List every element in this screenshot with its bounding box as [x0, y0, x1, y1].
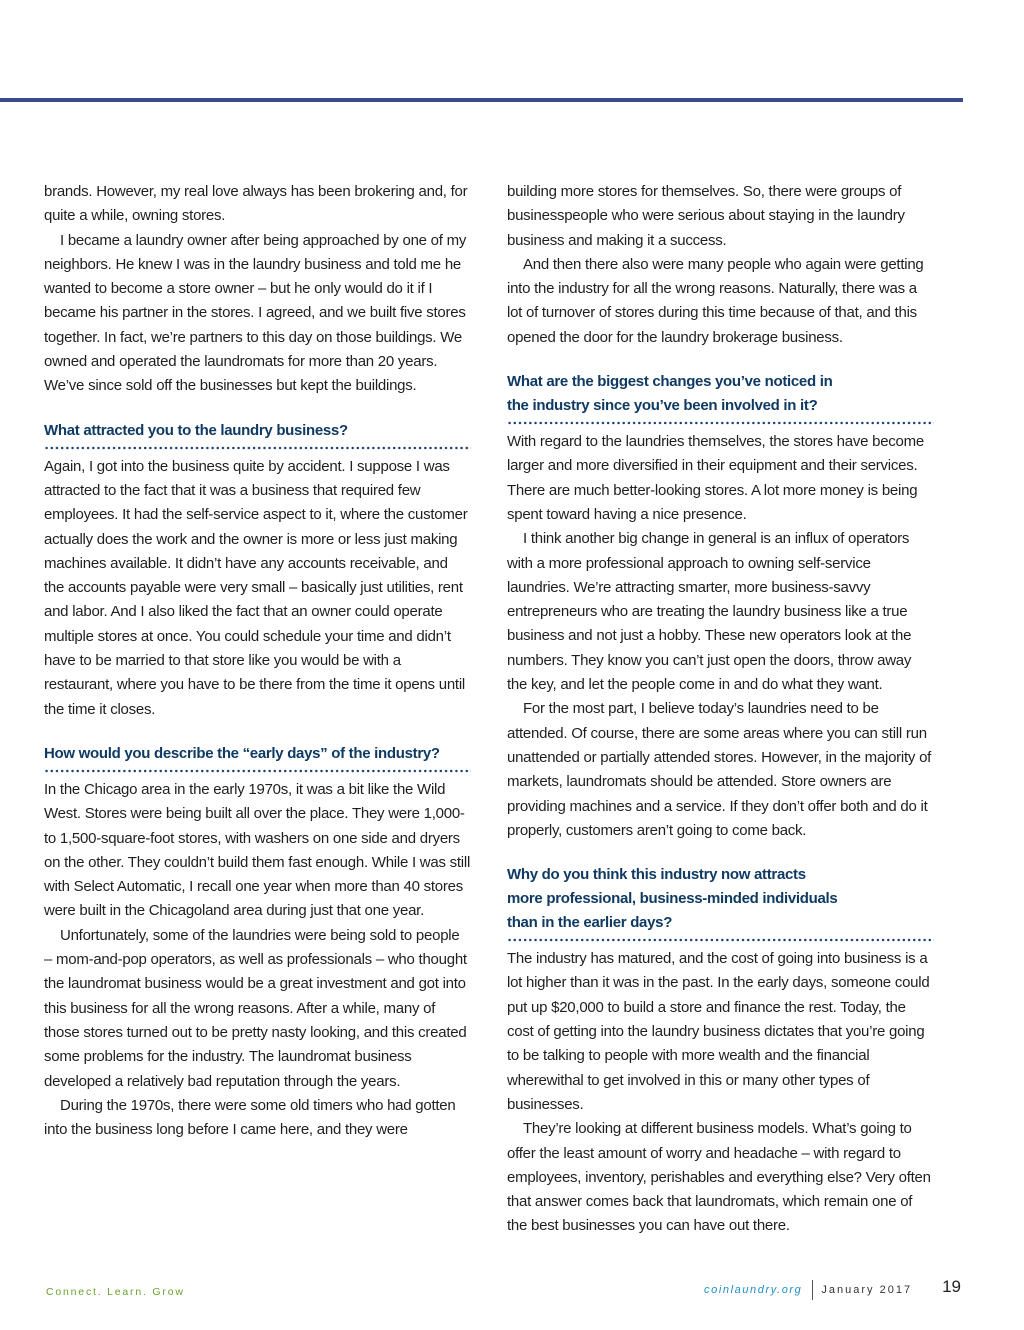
- question-text: What are the biggest changes you’ve noticed in: [507, 373, 833, 391]
- paragraph: With regard to the laundries themselves, the stores have become larger and more diversified in their equipment and their services. There are much better-looking stores. A lot more money is being spent toward having a nice presence.: [507, 433, 924, 523]
- paragraph: The industry has matured, and the cost of going into business is a lot higher than it was in the past. In the early days, someone could put up $20,000 to build a store and finance the rest. Today, the cost of getting into the laundry business dictates that you’re going to be talking to people with more wealth and the financial wherewithal to get involved in this or many other types of businesses.: [507, 950, 930, 1113]
- paragraph: brands. However, my real love always has been brokering and, for quite a while, owning stores.: [44, 183, 468, 225]
- question-heading: [507, 863, 934, 942]
- paragraph: I think another big change in general is an influx of operators with a more professional approach to owning self-service laundries. We’re attracting smarter, more business-savvy entrepreneurs who are treating the laundry business like a true business and not just a hobby. These new operators look at the numbers. They know you can’t just open the doors, throw away the key, and let the people come in and do what they want.: [507, 530, 912, 694]
- footer-tagline: Connect. Learn. Grow: [46, 1286, 185, 1298]
- article-column-right: [507, 180, 934, 1239]
- question-heading: [44, 419, 471, 450]
- page-number: 19: [942, 1277, 961, 1296]
- paragraph: They’re looking at different business models. What’s going to offer the least amount of worry and headache – with regard to employees, inventory, perishables and everything else? Very often that answer comes back that laundromats, which remain one of the best businesses you can have out there.: [507, 1120, 931, 1235]
- paragraph: And then there also were many people who again were getting into the industry for all the wrong reasons. Naturally, there was a lot of turnover of stores during this time because of that, and this opened the door for the laundry brokerage business.: [507, 255, 924, 346]
- paragraph: Again, I got into the business quite by accident. I suppose I was attracted to the fact that it was a business that required few employees. It had the self-service aspect to it, where the customer actually does the work and the owner is more or less just making machines available. It didn’t have any accounts receivable, and the accounts payable were very small – basically just utilities, rent and labor. And I also liked the fact that an owner could operate multiple stores at once. You could schedule your time and didn’t have to be married to that store like you would be with a restaurant, where you have to be there from the time it opens until the time it closes.: [44, 457, 468, 718]
- paragraph: Unfortunately, some of the laundries were being sold to people – mom-and-pop operators, as well as professionals – who thought the laundromat business would be a great investment and got into this business for all the wrong reasons. After a while, many of those stores turned out to be pretty nasty looking, and this created some problems for the industry. The laundromat business developed a relatively bad reputation through the years.: [44, 926, 467, 1090]
- paragraph: For the most part, I believe today’s laundries need to be attended. Of course, there are some areas where you can still run unattended or partially attended stores. However, in the majority of markets, laundromats should be attended. Store owners are providing machines and a service. If they don’t offer both and do it properly, customers aren’t going to come back.: [507, 700, 932, 839]
- paragraph: In the Chicago area in the early 1970s, it was a bit like the Wild West. Stores were being built all over the place. They were 1,000- to 1,500-square-foot stores, with washers on one side and dryers on the other. They couldn’t build them fast enough. While I was still with Select Automatic, I recall one year when more than 40 stores were built in the Chicagoland area during just that one year.: [44, 780, 471, 920]
- question-text: How would you describe the “early days” of the industry?: [44, 744, 440, 762]
- article-column-left: [44, 180, 471, 1142]
- paragraph: During the 1970s, there were some old timers who had gotten into the business long before I came here, and they were: [44, 1096, 456, 1139]
- paragraph: I became a laundry owner after being approached by one of my neighbors. He knew I was in the laundry business and told me he wanted to become a store owner – but he only would do it if I became his partner in the stores. I agreed, and we built five stores together. In fact, we’re partners to this day on those buildings. We owned and operated the laundromats for more than 20 years. We’ve since sold off the businesses but kept the buildings.: [44, 231, 467, 395]
- question-text: What attracted you to the laundry business?: [44, 421, 348, 439]
- question-text: the industry since you’ve been involved in it?: [507, 397, 818, 415]
- question-text: than in the earlier days?: [507, 914, 673, 932]
- footer-date: January 2017: [821, 1284, 913, 1296]
- paragraph: building more stores for themselves. So, there were groups of businesspeople who were serious about staying in the laundry business and making it a success.: [507, 183, 905, 249]
- footer-site[interactable]: coinlaundry.org: [704, 1284, 803, 1296]
- question-heading: [507, 370, 934, 425]
- question-text: more professional, business-minded individuals: [507, 890, 838, 908]
- header-rule: [0, 98, 963, 102]
- question-heading: [44, 742, 471, 773]
- question-text: Why do you think this industry now attracts: [507, 866, 806, 884]
- footer-divider: [812, 1280, 813, 1300]
- footer-info: [704, 1277, 961, 1300]
